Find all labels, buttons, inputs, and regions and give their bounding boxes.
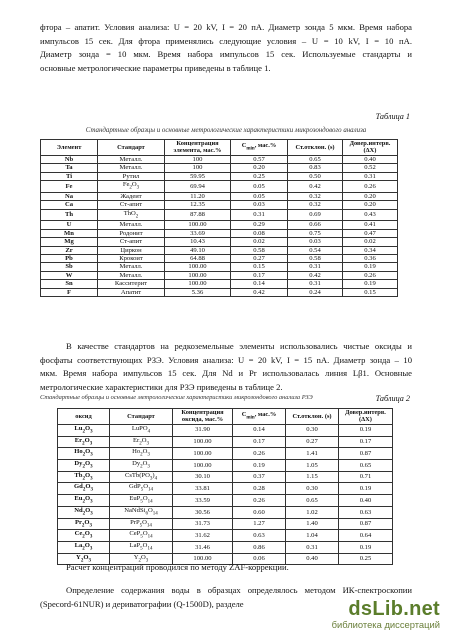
table1-cell: 0.42	[288, 271, 343, 279]
table2-cell: $Nd_2O_3$	[58, 506, 110, 518]
table2	[57, 408, 393, 565]
table2-cell: 0.60	[233, 506, 286, 518]
table1-cell: ThO$_2$	[98, 209, 165, 221]
table2-cell: 0.14	[233, 424, 286, 436]
table2-cell: 100.00	[173, 448, 233, 460]
table1-cell: 0.58	[288, 254, 343, 262]
table1-cell: 0.36	[343, 254, 398, 262]
table2-cell: $Ho_2O_3$	[110, 448, 173, 460]
table1-cell: 0.40	[343, 155, 398, 163]
table1-cell: 0.25	[231, 172, 288, 180]
table2-cell: 0.86	[233, 542, 286, 554]
text-line: мкм. Время набора импульсов 15 сек. Для Nd и Pr использовалась линия Lβ1. Основные	[40, 368, 412, 379]
watermark-logo[interactable]	[332, 598, 440, 621]
table1-row	[41, 201, 398, 209]
table2-row	[58, 518, 393, 530]
table2-header-standard: Стандарт	[110, 409, 173, 425]
table1-cell: Nb	[41, 155, 98, 163]
table2-cell: 1.27	[233, 518, 286, 530]
table1-cell: 0.31	[288, 280, 343, 288]
text-line: основные метрологические параметры приведены в таблице 1.	[40, 62, 271, 73]
table2-cell: $NaNdSi_6O_{14}$	[110, 506, 173, 518]
table1-cell: 0.47	[343, 229, 398, 237]
table2-row	[58, 483, 393, 495]
table2-cell: $Y_2O_3$	[110, 553, 173, 565]
table2-cell: 0.37	[233, 471, 286, 483]
table2-cell: $Eu_2O_3$	[58, 495, 110, 507]
paragraph-ree	[40, 340, 412, 394]
table1-header-cmin: $C_{min}$, мас.%	[231, 140, 288, 156]
table2-cell: 0.19	[233, 459, 286, 471]
paragraph-zaf	[40, 561, 412, 575]
table2-row	[58, 542, 393, 554]
table2-header-oxide: оксид	[58, 409, 110, 425]
table1-cell: Ст-апит	[98, 201, 165, 209]
table1-cell: 0.42	[288, 181, 343, 193]
table1-cell: $Fe_2O_3$	[98, 181, 165, 193]
table2-cell: 0.25	[339, 553, 393, 565]
table1-cell: 0.50	[288, 172, 343, 180]
table1-cell: Mn	[41, 229, 98, 237]
table1-cell: 0.20	[343, 192, 398, 200]
table2-header-confidence: Довер.интерв. (ΔX)	[339, 409, 393, 425]
table2-cell: 0.65	[286, 495, 339, 507]
table2-cell: $EuP_5O_{14}$	[110, 495, 173, 507]
table1-cell: 0.17	[231, 271, 288, 279]
table1-row	[41, 263, 398, 271]
table2-cell: $Ho_2O_3$	[58, 448, 110, 460]
table2-cell: 1.40	[286, 518, 339, 530]
table1-cell: 0.57	[231, 155, 288, 163]
table1	[40, 139, 398, 297]
table1-cell: 0.32	[288, 192, 343, 200]
table1-cell: 0.05	[231, 181, 288, 193]
table2-cell: 100.00	[173, 553, 233, 565]
table1-cell: 100.00	[165, 280, 231, 288]
table1-cell: 0.20	[231, 164, 288, 172]
table2-row	[58, 495, 393, 507]
table1-row	[41, 238, 398, 246]
table1-cell: 11.20	[165, 192, 231, 200]
table1-cell: Родонит	[98, 229, 165, 237]
table2-cell: 0.30	[286, 424, 339, 436]
table2-cell: 0.28	[233, 483, 286, 495]
table1-row	[41, 280, 398, 288]
table1-cell: 49.10	[165, 246, 231, 254]
table1-cell: Металл.	[98, 155, 165, 163]
table2-label: Таблица 2	[375, 394, 410, 403]
table1-cell: Th	[41, 209, 98, 221]
table1-cell: Zr	[41, 246, 98, 254]
table1-cell: 0.19	[343, 280, 398, 288]
table1-cell: 12.35	[165, 201, 231, 209]
table2-row	[58, 471, 393, 483]
table1-cell: 0.03	[288, 238, 343, 246]
table1-cell: Sb	[41, 263, 98, 271]
table2-cell: 100.00	[173, 436, 233, 448]
table1-header-element: Элемент	[41, 140, 98, 156]
table2-cell: 0.19	[339, 483, 393, 495]
table1-cell: 0.65	[288, 155, 343, 163]
table2-cell: 0.63	[339, 506, 393, 518]
table1-cell: 0.27	[231, 254, 288, 262]
table1-cell: 0.66	[288, 221, 343, 229]
table1-cell: Апатит	[98, 288, 165, 296]
table1-cell: U	[41, 221, 98, 229]
table1-cell: 0.58	[231, 246, 288, 254]
table2-cell: 0.26	[233, 495, 286, 507]
table1-cell: 100	[165, 164, 231, 172]
table2-cell: 0.26	[233, 448, 286, 460]
table1-cell: Ta	[41, 164, 98, 172]
table1-cell: Металл.	[98, 164, 165, 172]
table1-cell: 0.15	[343, 288, 398, 296]
table2-header-stddev: Ст.отклон. (s)	[286, 409, 339, 425]
table1-cell: 0.20	[343, 201, 398, 209]
table1-cell: 0.19	[343, 263, 398, 271]
table2-cell: 31.73	[173, 518, 233, 530]
table2-cell: $Dy_2O_3$	[110, 459, 173, 471]
table1-cell: 0.69	[288, 209, 343, 221]
table1-cell: Ti	[41, 172, 98, 180]
table2-cell: 0.63	[233, 530, 286, 542]
table1-header-standard: Стандарт	[98, 140, 165, 156]
table1-cell: Рутил	[98, 172, 165, 180]
table2-cell: 1.41	[286, 448, 339, 460]
watermark-logo-text: dsLib.net	[348, 598, 440, 620]
table2-cell: 0.71	[339, 471, 393, 483]
table1-cell: 10.43	[165, 238, 231, 246]
table1-cell: Na	[41, 192, 98, 200]
table1-cell: Крокоит	[98, 254, 165, 262]
table1-cell: Жадеит	[98, 192, 165, 200]
text-line: фосфаты соответствующих РЗЭ. Условия анализа: U = 20 kV, I = 15 nA. Диаметр зонда – 10	[40, 354, 412, 365]
table1-cell: 0.31	[288, 263, 343, 271]
table1-cell: 0.54	[288, 246, 343, 254]
table2-cell: $Er_2O_3$	[110, 436, 173, 448]
table1-cell: Циркон	[98, 246, 165, 254]
watermark-subtitle: библиотека диссертаций	[331, 619, 440, 630]
table2-cell: 0.19	[339, 424, 393, 436]
table1-cell: Металл.	[98, 263, 165, 271]
table1-cell: 0.02	[231, 238, 288, 246]
table2-cell: 31.90	[173, 424, 233, 436]
table2-row	[58, 436, 393, 448]
table1-cell: Pb	[41, 254, 98, 262]
table1-cell: 0.14	[231, 280, 288, 288]
table1-row	[41, 155, 398, 163]
table1-cell: 0.26	[343, 181, 398, 193]
text-line: В качестве стандартов на редкоземельные элементы использовались чистые оксиды и	[66, 341, 412, 351]
table2-cell: 0.40	[286, 553, 339, 565]
table1-row	[41, 229, 398, 237]
table2-cell: 30.56	[173, 506, 233, 518]
table1-caption: Стандартные образцы и основные метрологические характеристики микрозондового анализа	[85, 127, 367, 134]
table1-cell: 33.69	[165, 229, 231, 237]
table1-cell: 59.95	[165, 172, 231, 180]
table1-cell: 0.08	[231, 229, 288, 237]
text-line: (Specord-61NUR) и дериватографии (Q-1500D), разделе	[40, 598, 244, 609]
table2-cell: 100.00	[173, 459, 233, 471]
table2-cell: 0.17	[339, 436, 393, 448]
table1-cell: 0.75	[288, 229, 343, 237]
table1-cell: 0.42	[231, 288, 288, 296]
table1-row	[41, 192, 398, 200]
table1-cell: Металл.	[98, 271, 165, 279]
table2-cell: 0.40	[339, 495, 393, 507]
table2-cell: $GdP_5O_{14}$	[110, 483, 173, 495]
table1-label: Таблица 1	[375, 112, 410, 121]
text-line: Диаметр зонда = 10 мкм. Время набора импульсов 15 сек. Используемые стандарты и	[40, 49, 412, 60]
table2-cell: $Er_2O_3$	[58, 436, 110, 448]
table2-cell: $Dy_2O_3$	[58, 459, 110, 471]
table1-cell: 0.43	[343, 209, 398, 221]
table2-cell: 33.81	[173, 483, 233, 495]
table1-cell: 100	[165, 155, 231, 163]
table2-cell: 0.87	[339, 518, 393, 530]
table2-cell: $CsTb(PO_3)_4$	[110, 471, 173, 483]
table1-cell: 0.29	[231, 221, 288, 229]
table2-row	[58, 530, 393, 542]
text-line: Определение содержания воды в образцах определялось методом ИК-спектроскопии	[66, 585, 412, 595]
table2-cell: 0.30	[286, 483, 339, 495]
table2-cell: $LaP_5O_{14}$	[110, 542, 173, 554]
table1-cell: 0.24	[288, 288, 343, 296]
table1-row	[41, 172, 398, 180]
text-line: фтора – апатит. Условия анализа: U = 20 kV, I = 20 пА. Диаметр зонда 5 мкм. Время набора	[40, 22, 412, 32]
table2-row	[58, 448, 393, 460]
table1-row	[41, 271, 398, 279]
table2-header-concentration: Концентрация оксида, мас.%	[173, 409, 233, 425]
table1-cell: Fe	[41, 181, 98, 193]
table1-row	[41, 246, 398, 254]
table2-cell: 31.62	[173, 530, 233, 542]
table1-cell: 0.41	[343, 221, 398, 229]
paragraph-intro	[40, 21, 412, 75]
table1-cell: 0.03	[231, 201, 288, 209]
table1-cell: 0.05	[231, 192, 288, 200]
table1-cell: 0.83	[288, 164, 343, 172]
table2-cell: 1.05	[286, 459, 339, 471]
table1-cell: W	[41, 271, 98, 279]
table1-row	[41, 288, 398, 296]
table2-cell: 31.46	[173, 542, 233, 554]
table1-cell: Ca	[41, 201, 98, 209]
table2-row	[58, 506, 393, 518]
table1-header-confidence: Довер.интерв. (ΔX)	[343, 140, 398, 156]
table2-cell: 0.17	[233, 436, 286, 448]
table2-cell: 0.06	[233, 553, 286, 565]
table1-cell: 100.00	[165, 263, 231, 271]
table2-cell: $Y_2O_3$	[58, 553, 110, 565]
table1-cell: Металл.	[98, 221, 165, 229]
table2-caption: Стандартные образцы и основные метрологические характеристики микрозондового анализа РЗЭ	[40, 394, 313, 401]
table2-cell: 0.87	[339, 448, 393, 460]
table2-header-cmin: $C_{min}$, мас.%	[233, 409, 286, 425]
table2-cell: $La_2O_3$	[58, 542, 110, 554]
table2-cell: 1.15	[286, 471, 339, 483]
table1-row	[41, 254, 398, 262]
table2-cell: $Gd_2O_3$	[58, 483, 110, 495]
table1-cell: 64.88	[165, 254, 231, 262]
table1-row	[41, 164, 398, 172]
table1-cell: 0.34	[343, 246, 398, 254]
table2-row	[58, 459, 393, 471]
table2-cell: 0.64	[339, 530, 393, 542]
table1-cell: 0.26	[343, 271, 398, 279]
table1-cell: 0.31	[231, 209, 288, 221]
table2-cell: LuPO$_4$	[110, 424, 173, 436]
table1-header-row	[41, 140, 398, 156]
table2-cell: 0.19	[339, 542, 393, 554]
table2-cell: $PrP_5O_{14}$	[110, 518, 173, 530]
table1-cell: 0.31	[343, 172, 398, 180]
table1-header-concentration: Концентрация элемента, мас.%	[165, 140, 231, 156]
table1-cell: 100.00	[165, 271, 231, 279]
table2-cell: $CeP_5O_{14}$	[110, 530, 173, 542]
table2-cell: $Ce_2O_3$	[58, 530, 110, 542]
table1-cell: Ст-апит	[98, 238, 165, 246]
text-line: Расчет концентраций проводился по методу ZAF-коррекции.	[66, 562, 289, 572]
table2-cell: $Lu_2O_3$	[58, 424, 110, 436]
table1-cell: 69.94	[165, 181, 231, 193]
text-line: метрологические характеристики для РЗЭ приведены в таблице 2.	[40, 381, 283, 392]
table2-cell: 33.59	[173, 495, 233, 507]
table1-cell: 0.52	[343, 164, 398, 172]
table2-cell: 30.10	[173, 471, 233, 483]
table1-header-stddev: Ст.отклон. (s)	[288, 140, 343, 156]
table1-cell: Sn	[41, 280, 98, 288]
text-line: импульсов 15 сек. Для фтора применялись следующие условия – U = 10 kV, I = 10 пА.	[40, 35, 412, 46]
table2-row	[58, 424, 393, 436]
table1-cell: 100.00	[165, 221, 231, 229]
table2-cell: 0.31	[286, 542, 339, 554]
table2-header-row	[58, 409, 393, 425]
table2-cell: 1.02	[286, 506, 339, 518]
table1-cell: 0.02	[343, 238, 398, 246]
table1-cell: 0.32	[288, 201, 343, 209]
watermark[interactable]	[332, 598, 440, 630]
table1-row	[41, 181, 398, 193]
table1-cell: 0.15	[231, 263, 288, 271]
table1-cell: Касситерит	[98, 280, 165, 288]
table2-cell: $Tb_2O_3$	[58, 471, 110, 483]
table2-cell: 0.27	[286, 436, 339, 448]
table1-row	[41, 221, 398, 229]
table1-cell: 5.36	[165, 288, 231, 296]
table1-cell: Mg	[41, 238, 98, 246]
table2-cell: $Pr_2O_3$	[58, 518, 110, 530]
table1-cell: F	[41, 288, 98, 296]
table2-cell: 0.65	[339, 459, 393, 471]
table2-cell: 1.04	[286, 530, 339, 542]
table1-cell: 87.88	[165, 209, 231, 221]
table1-row	[41, 209, 398, 221]
